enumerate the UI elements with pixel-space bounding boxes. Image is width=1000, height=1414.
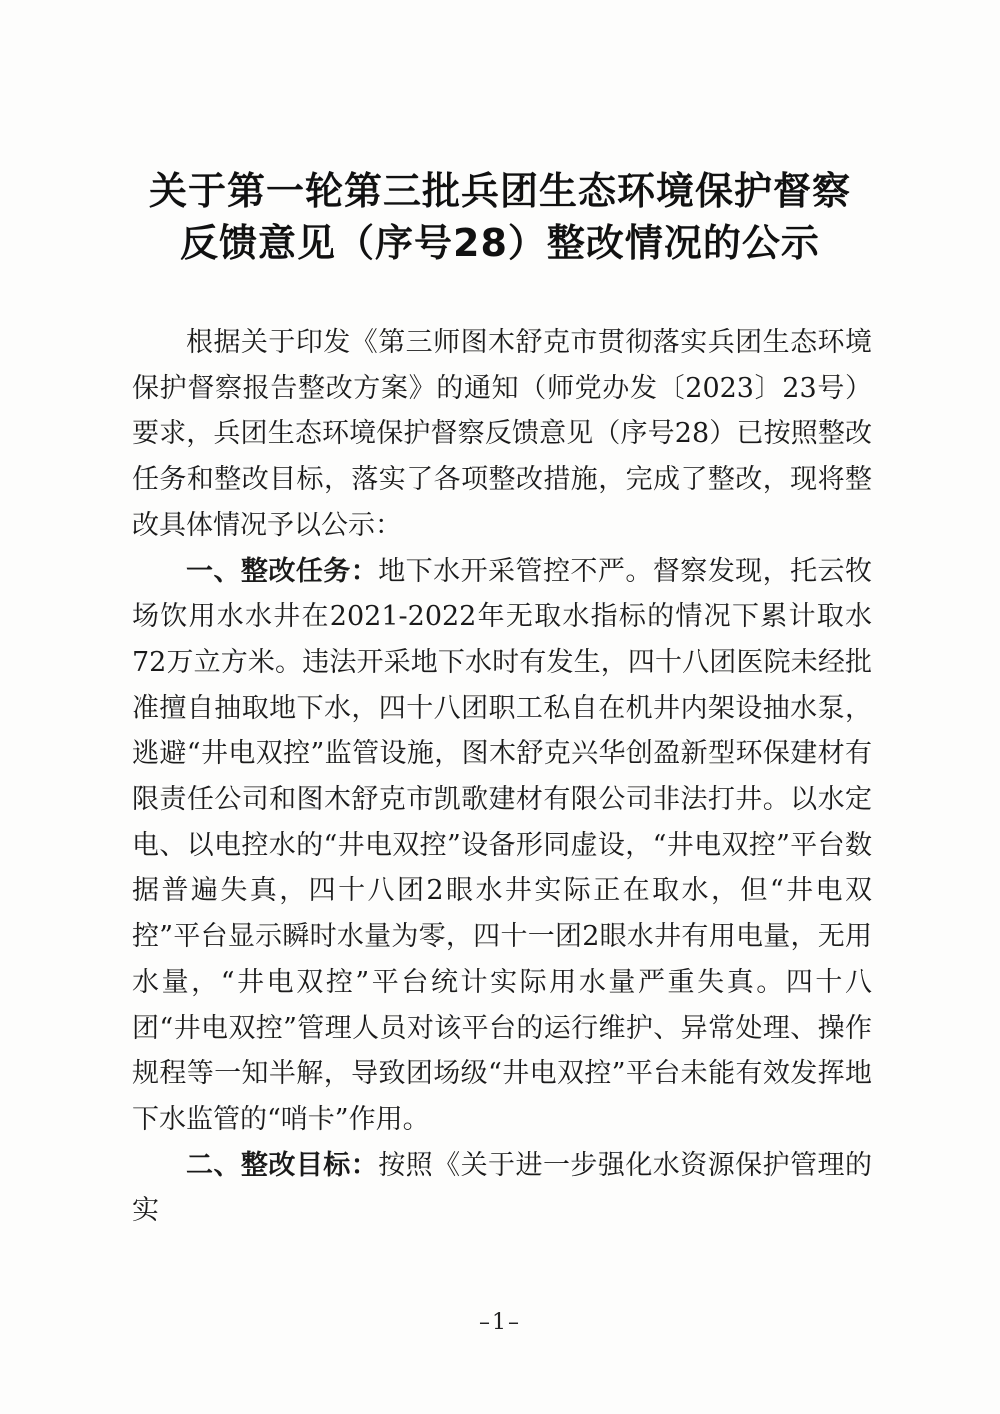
page-number: –1–	[479, 1310, 521, 1335]
section-2-paragraph	[132, 1143, 872, 1234]
section-1-text: 地下水开采管控不严。督察发现，托云牧场饮用水水井在2021-2022年无取水指标的情况下累计取水72万立方米。违法开采地下水时有发生，四十八团医院未经批准擅自抽取地下水，四十八团职工私自在机井内架设抽水泵，逃避“井电双控”监管设施，图木舒克兴华创盈新型环保建材有限责任公司和图木舒克市凯歌建材有限公司非法打井。以水定电、以电控水的“井电双控”设备形同虚设，“井电双控”平台数据普遍失真，四十八团2眼水井实际正在取水，但“井电双控”平台显示瞬时水量为零，四十一团2眼水井有用电量，无用水量，“井电双控”平台统计实际用水量严重失真。四十八团“井电双控”管理人员对该平台的运行维护、异常处理、操作规程等一知半解，导致团场级“井电双控”平台未能有效发挥地下水监管的“哨卡”作用。	[132, 555, 873, 1135]
intro-paragraph	[132, 320, 872, 549]
section-1-paragraph	[132, 549, 872, 1143]
section-2-heading: 二、整改目标：	[186, 1149, 379, 1181]
document-title	[0, 165, 1000, 269]
section-2-text: 按照《关于进一步强化水资源保护管理的实	[132, 1149, 873, 1227]
document-body	[132, 320, 872, 1234]
section-1-heading: 一、整改任务：	[186, 555, 379, 587]
title-line-2: 反馈意见（序号28）整改情况的公示	[180, 221, 820, 265]
title-line-1: 关于第一轮第三批兵团生态环境保护督察	[148, 169, 851, 213]
intro-text: 根据关于印发《第三师图木舒克市贯彻落实兵团生态环境保护督察报告整改方案》的通知（师党办发〔2023〕23号）要求，兵团生态环境保护督察反馈意见（序号28）已按照整改任务和整改目标，落实了各项整改措施，完成了整改，现将整改具体情况予以公示：	[132, 327, 872, 541]
